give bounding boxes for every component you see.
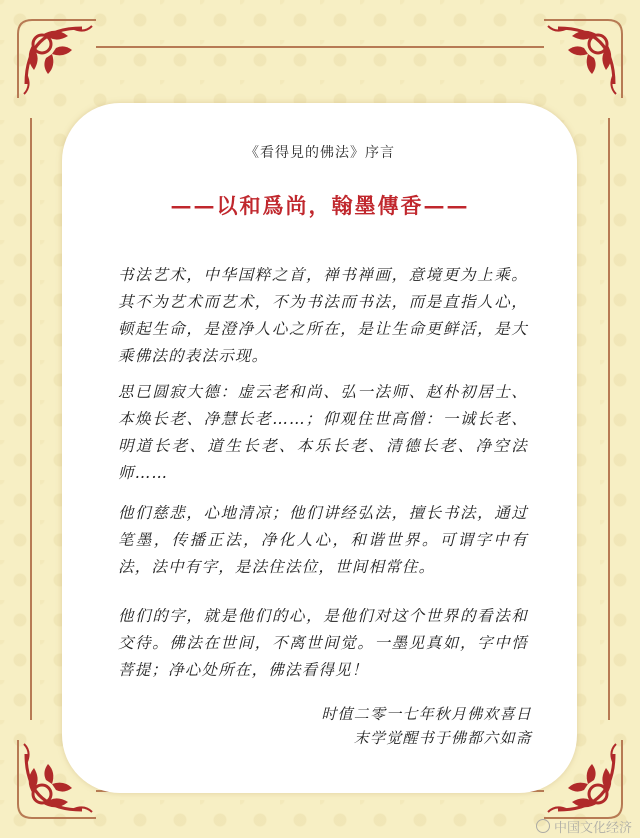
main-title: ——以和爲尚，翰墨傳香—— (170, 193, 470, 218)
paragraph-3: 他们慈悲，心地清凉；他们讲经弘法，擅长书法，通过笔墨，传播正法，净化人心，和谐世界。可谓字中有法，法中有字，是法住法位，世间相常住。 (118, 504, 528, 576)
frame-border-top (96, 46, 544, 48)
watermark (536, 817, 632, 836)
paragraph-1: 书法艺术，中华国粹之首，禅书禅画，意境更为上乘。其不为艺术而艺术，不为书法而书法，而是直指人心，顿起生命，是澄净人心之所在，是让生命更鲜活，是大乘佛法的表法示现。 (118, 266, 528, 365)
signature-date: 时值二零一七年秋月佛欢喜日 (321, 705, 532, 723)
watermark-text: 中国文化经济 (553, 821, 632, 836)
floral-corner-icon (12, 14, 102, 104)
signature-author: 末学觉醒书于佛都六如斋 (353, 729, 532, 747)
floral-corner-icon (538, 14, 628, 104)
paragraph-2: 思已圆寂大德：虚云老和尚、弘一法师、赵朴初居士、本焕长老、净慧长老……；仰观住世高僧：一诚长老、明道长老、道生长老、本乐长老、清德长老、净空法师…… (118, 383, 528, 482)
paragraph-4: 他们的字，就是他们的心，是他们对这个世界的看法和交待。佛法在世间，不离世间觉。一墨见真如，字中悟菩提；净心处所在，佛法看得见！ (118, 607, 528, 679)
wechat-icon (536, 819, 550, 833)
preface-title: 《看得見的佛法》序言 (245, 145, 395, 161)
